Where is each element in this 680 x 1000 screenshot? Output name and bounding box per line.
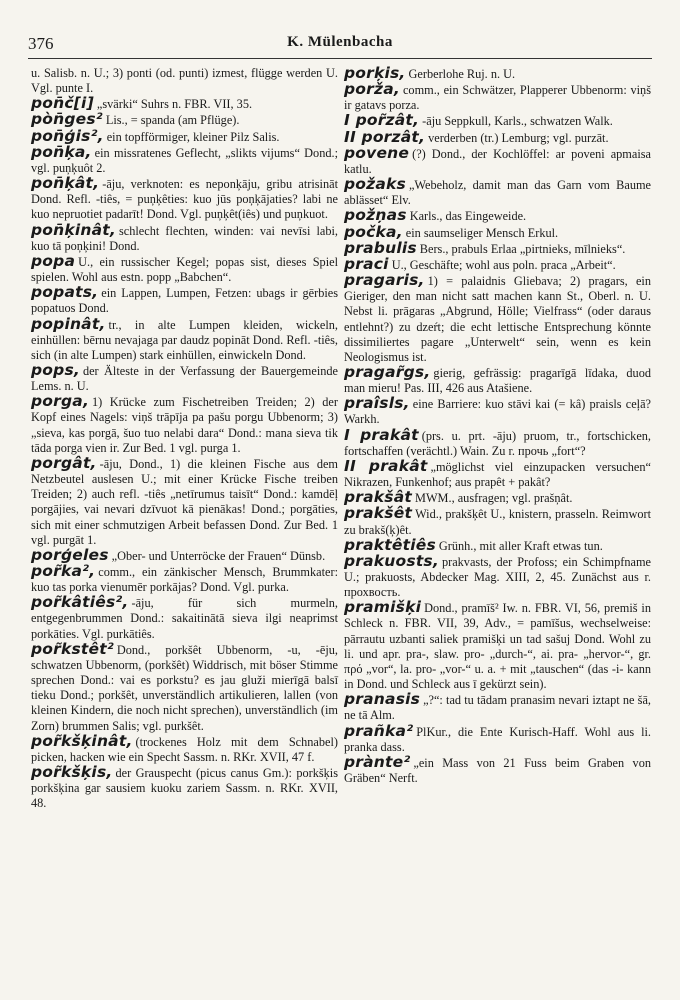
entry-definition: gierig, gefrässig: pragarīgā līdaka, duod man mieru! Pas. III, 426 aus Atašiene. bbox=[344, 365, 651, 396]
entry-headword: II prakât bbox=[344, 456, 428, 475]
dictionary-entry bbox=[344, 177, 651, 208]
entry-headword: pops, bbox=[31, 360, 80, 379]
entry-headword: povene bbox=[344, 143, 410, 162]
entry-definition: eine Barriere: kuo stāvi kai (= kâ) praisls ceļā? Warkh. bbox=[344, 397, 651, 427]
entry-definition: 1) Krücke zum Fischetreiben Treiden; 2) der Kopf eines Nagels: viņš trāpīja pa pašu porgu Ubbenorm; 3) „sieva, kas porgā, šuo tuo nelabi dara“ Dond.: mana sieva tik tāda porga vien ir. Zur Bed. 1 vgl. purga 1. bbox=[31, 395, 338, 455]
dictionary-entry bbox=[344, 600, 651, 692]
entry-headword: praktêtiês bbox=[344, 535, 436, 554]
entry-headword: prànte² bbox=[344, 752, 411, 771]
dictionary-entry bbox=[344, 425, 651, 459]
page-header bbox=[28, 30, 652, 59]
entry-definition: -āju, verknoten: es neponķāju, gribu atrisināt Dond. Refl. -tiês, = puņķêties: kuo jūs poņķājaties? labi ne kuo nepruotiet padarīt! Dond. Vgl. puņķêt(iês) und puņkuot. bbox=[31, 177, 338, 222]
dictionary-entry bbox=[31, 564, 338, 595]
entry-headword: porga, bbox=[31, 392, 90, 411]
entry-headword: prakšât bbox=[344, 488, 413, 507]
entry-headword: pranasis bbox=[344, 690, 421, 709]
entry-definition: „ein Mass von 21 Fuss beim Graben von Gräben“ Nerft. bbox=[344, 755, 651, 786]
dictionary-entry bbox=[344, 721, 651, 755]
entry-headword: por̃ka², bbox=[31, 562, 96, 580]
dictionary-entry bbox=[31, 314, 338, 363]
right-column bbox=[344, 66, 651, 786]
entry-headword: prañka² bbox=[344, 721, 414, 740]
entry-headword: porģeles bbox=[31, 545, 109, 564]
entry-headword: pon̄ķinât, bbox=[31, 220, 116, 239]
dictionary-entry bbox=[344, 82, 651, 113]
dictionary-entry bbox=[31, 595, 338, 641]
left-column bbox=[31, 66, 338, 812]
entry-headword: pon̄ķa, bbox=[31, 142, 92, 161]
entry-definition: ein Lappen, Lumpen, Fetzen: ubags ir gērbies popatuos Dond. bbox=[31, 286, 338, 316]
entry-definition: „Ober- und Unterröcke der Frauen“ Dünsb. bbox=[111, 548, 326, 563]
entry-headword: praci bbox=[344, 254, 389, 273]
dictionary-entry bbox=[31, 453, 338, 548]
dictionary-entry bbox=[344, 238, 651, 257]
entry-definition: u. Salisb. n. U.; 3) ponti (od. punti) izmest, flügge werden U. Vgl. punte I. bbox=[31, 66, 338, 96]
entry-definition: „möglichst viel einzupacken versuchen“ Nikrazen, Funkenhof; aus prapêt + pakât? bbox=[344, 459, 651, 490]
entry-definition: Grünh., mit aller Kraft etwas tun. bbox=[438, 538, 603, 553]
entry-definition: tr., in alte Lumpen kleiden, wickeln, einhüllen: bērnu nevajaga par daudz popināt Dond. Refl. -tiês, sich (in alte Lumpen) stark einhüllen, einwickeln Dond. bbox=[31, 317, 338, 362]
entry-definition: der Älteste in der Verfassung der Bauergemeinde Lems. n. U. bbox=[31, 363, 338, 394]
dictionary-entry bbox=[344, 143, 651, 177]
entry-definition: ein topfförmiger, kleiner Pilz Salis. bbox=[106, 129, 280, 144]
entry-definition: prakvasts, der Profoss; ein Schimpfname U.; prakuosts, Abdecker Mag. XIII, 2, 45. Zunächst aus r. прохвость. bbox=[344, 554, 651, 600]
entry-definition: ein missratenes Geflecht, „slikts vijums“ Dond.; vgl. puņķuôt 2. bbox=[31, 145, 338, 175]
entry-definition: -āju, Dond., 1) die kleinen Fische aus dem Netzbeutel auslesen U.; mit einer Krücke Fische treiben Treiden; 2) auch refl. -tiês „netīrumus taisīt“ Dond.: kamdēļ porgājies, vai nevari dzīvuot kā pienākas! Dond.; porgāties, sich mit einer schmutzigen Arbeit befassen Dond. Zur Bed. 1 vgl. purgāt 1. bbox=[31, 456, 338, 547]
entry-definition: U., Geschäfte; wohl aus poln. praca „Arbeit“. bbox=[391, 257, 616, 272]
dictionary-entry bbox=[344, 752, 651, 786]
entry-definition: (prs. u. prt. -āju) pruom, tr., fortschicken, fortschaffen (verächtl.) Wain. Zu r. прочь „fort“? bbox=[344, 428, 651, 458]
entry-definition: Bers., prabuls Erlaa „pirtnieks, mīlnieks“. bbox=[419, 241, 626, 256]
entry-definition: Gerberlohe Ruj. n. U. bbox=[408, 67, 516, 81]
entry-definition: (trockenes Holz mit dem Schnabel) picken, hacken wie ein Specht Sassm. n. RKr. XVII, 47 f. bbox=[31, 734, 338, 764]
entry-definition: der Grauspecht (picus canus Gm.): porkšķis porkšķina gar sausiem kuoku zariem Sassm. n. RKr. XVII, 48. bbox=[31, 766, 338, 811]
entry-headword: pòn̄ges² bbox=[31, 110, 103, 129]
entry-headword: pragaris, bbox=[344, 271, 425, 290]
entry-headword: popinât, bbox=[31, 314, 106, 333]
entry-definition: „svärki“ Suhrs n. FBR. VII, 35. bbox=[96, 97, 253, 112]
page-number: 376 bbox=[28, 34, 54, 53]
entry-headword: prakšêt bbox=[344, 504, 413, 523]
entry-definition: PlKur., die Ente Kurisch-Haff. Wohl aus li. pranka dass. bbox=[344, 724, 651, 754]
dictionary-entry bbox=[31, 66, 338, 96]
dictionary-entry bbox=[344, 551, 651, 600]
entry-definition: (?) Dond., der Kochlöffel: ar poveni apmaisa katlu. bbox=[344, 146, 651, 176]
entry-definition: -āju, für sich murmeln, entgegenbrummen Dond.: sakaitinātā sieva ilgi neaprimst porkāties. Vgl. purkātiês. bbox=[31, 596, 338, 641]
entry-headword: por̃kšķinât, bbox=[31, 731, 133, 750]
entry-headword: pon̄č[i] bbox=[31, 94, 94, 113]
dictionary-entry bbox=[31, 765, 338, 811]
entry-definition: Wid., prakšķêt U., knistern, prasseln. Reimwort zu brakš(ķ)êt. bbox=[344, 507, 651, 537]
entry-definition: ein saumseliger Mensch Erkul. bbox=[405, 225, 559, 240]
entry-headword: praîsls, bbox=[344, 394, 410, 413]
entry-headword: I por̃zât, bbox=[344, 111, 420, 130]
entry-headword: prabulis bbox=[344, 238, 417, 257]
dictionary-entry bbox=[344, 692, 651, 723]
dictionary-entry bbox=[31, 220, 338, 254]
entry-headword: pon̄ģis², bbox=[31, 126, 104, 145]
dictionary-entry bbox=[31, 394, 338, 456]
dictionary-entry bbox=[31, 360, 338, 394]
entry-definition: verderben (tr.) Lemburg; vgl. purzāt. bbox=[428, 130, 609, 145]
entry-headword: požaks bbox=[344, 175, 406, 194]
entry-definition: 1) = palaidnis Gliebava; 2) pragars, ein Gieriger, den man nicht satt machen kann St., Oberl. n. U. Nebst li. prāgaras „Abgrund, Hölle; Vielfrass“ (oder daraus entlehnt?) zu dzeŕt; die echt lettische Entsprechung könnte dissimiliertes pagare „Unterwelt“ sein, wenn es kein Neologismus ist. bbox=[344, 274, 651, 364]
entry-headword: por̃kšķis, bbox=[31, 763, 113, 782]
entry-headword: porža, bbox=[344, 80, 400, 99]
entry-definition: MWM., ausfragen; vgl. prašņât. bbox=[415, 491, 573, 506]
dictionary-entry bbox=[344, 456, 651, 490]
dictionary-entry bbox=[31, 639, 338, 734]
entry-headword: II porzât, bbox=[344, 127, 426, 146]
dictionary-entry bbox=[31, 731, 338, 765]
entry-definition: Lis., = spanda (am Pflüge). bbox=[105, 113, 240, 128]
dictionary-entry bbox=[344, 396, 651, 427]
dictionary-entry bbox=[31, 142, 338, 176]
entry-definition: comm., ein zänkischer Mensch, Brummkater: kuo tas porka vienumēr porkājas? Dond. Vgl. purka. bbox=[31, 565, 338, 595]
dictionary-entry bbox=[31, 285, 338, 316]
entry-definition: „?“: tad tu tādam pranasim nevari iztapt ne šā, ne tā Alm. bbox=[344, 693, 651, 723]
entry-headword: pon̄ķât, bbox=[31, 174, 100, 193]
entry-headword: porgât, bbox=[31, 453, 97, 472]
entry-definition: Dond., porkšêt Ubbenorm, -u, -ēju, schwatzen Ubbenorm, (porkšêt) Widdrisch, mit böser Stimme sprechen Dond.: vai es porkstu? es jau gluži mierīgā balsī tieku Dond.; porkšêt, unverständlich artikulieren, lallen (von kleinen Kindern, die noch nicht sprechen), unverständlich (im Zorn) brummen Salis; vgl. purkšêt. bbox=[31, 642, 338, 733]
entry-headword: prakuosts, bbox=[344, 551, 439, 570]
entry-headword: popa bbox=[31, 251, 76, 270]
entry-headword: por̃kâtiês², bbox=[31, 593, 129, 612]
dictionary-entry bbox=[344, 273, 651, 365]
dictionary-entry bbox=[344, 506, 651, 537]
entry-headword: pramišķi bbox=[344, 598, 422, 617]
entry-headword: popats, bbox=[31, 283, 99, 302]
entry-headword: počka, bbox=[344, 222, 403, 241]
entry-headword: porķis, bbox=[344, 64, 406, 82]
entry-definition: U., ein russischer Kegel; popas sist, dieses Spiel spielen. Wohl aus estn. popp „Babchen“. bbox=[31, 254, 338, 285]
entry-headword: pragar̃gs, bbox=[344, 362, 431, 381]
entry-headword: požņas bbox=[344, 206, 407, 225]
entry-definition: schlecht flechten, winden: vai nevīsi labi, kuo tā poņķini! Dond. bbox=[31, 223, 338, 253]
entry-definition: -āju Seppkull, Karls., schwatzen Walk. bbox=[422, 114, 613, 129]
entry-definition: „Webeholz, damit man das Garn vom Baume ablässet“ Elv. bbox=[344, 178, 651, 208]
dictionary-entry bbox=[344, 362, 651, 396]
dictionary-entry bbox=[31, 251, 338, 285]
entry-headword: I prakât bbox=[344, 425, 419, 444]
entry-definition: Dond., pramīš² Iw. n. FBR. VI, 56, premiš in Schleck n. FBR. VII, 39, Adv., = pamīšus, wechselweise: pārrautu uzbanti saliek pramišķi un tad sašuj Dond. Wohl zu li. und apr. pra-, slaw. pro- „durch-“, ai. pra- „hervor-“, gr. πρό „vor“, la. pro- „vor-“ u. a. + mit „tauschen“ (das -i- kann in Dond. und Schleck aus ī gekürzt sein). bbox=[344, 601, 651, 692]
entry-headword: por̃kstêt² bbox=[31, 639, 114, 658]
dictionary-entry bbox=[31, 176, 338, 222]
entry-definition: comm., ein Schwätzer, Plapperer Ubbenorm: viņš ir gatavs porza. bbox=[344, 83, 651, 113]
running-title: K. Mülenbacha bbox=[287, 34, 393, 50]
entry-definition: Karls., das Eingeweide. bbox=[409, 209, 527, 224]
